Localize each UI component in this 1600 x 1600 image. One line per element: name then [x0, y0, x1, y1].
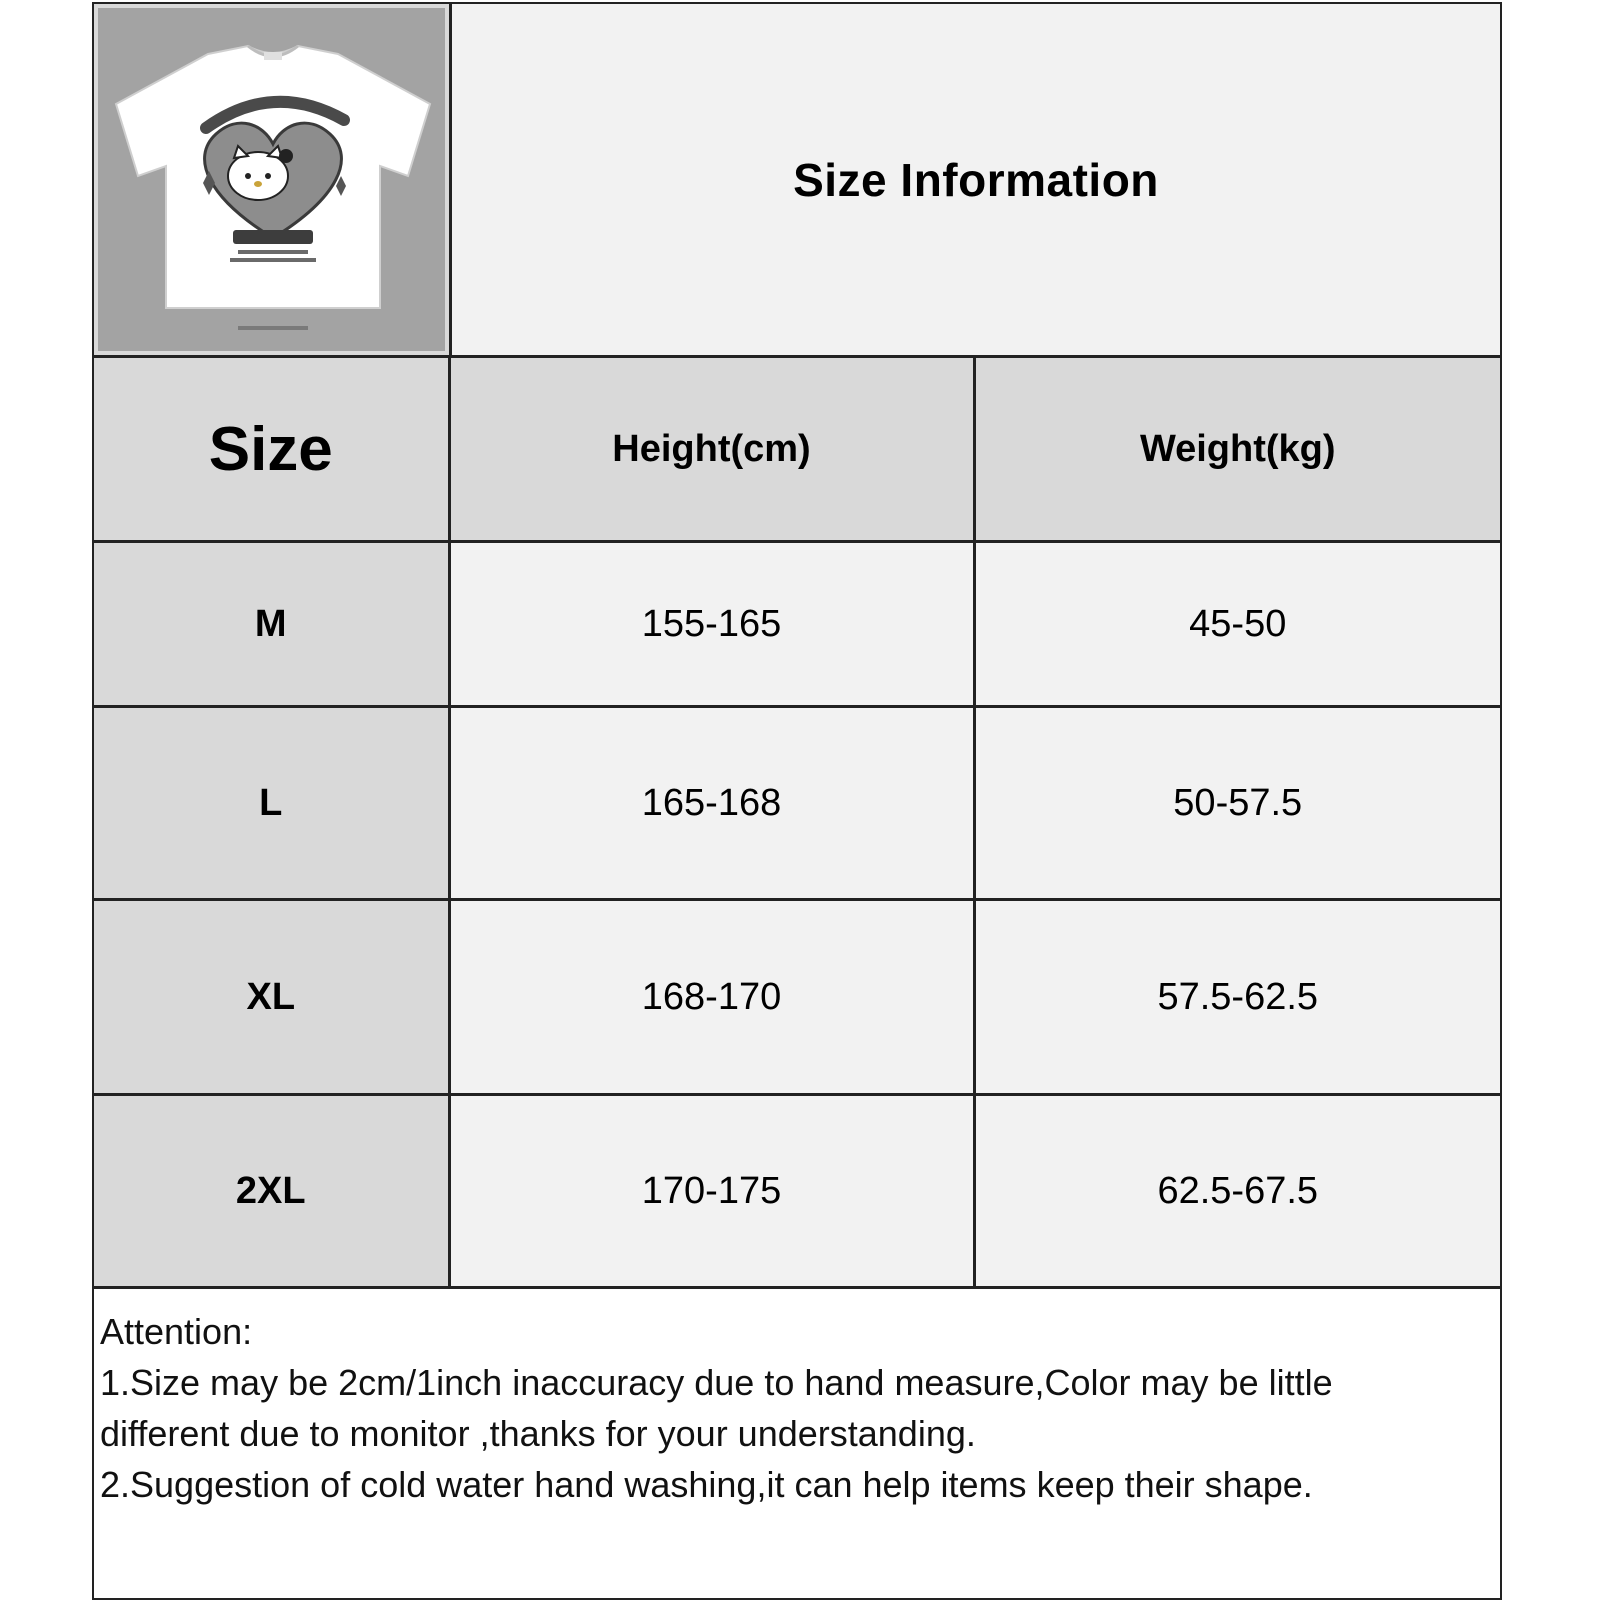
header-row [94, 4, 1500, 358]
column-header-weight: Weight(kg) [974, 358, 1500, 542]
size-cell: M [94, 542, 449, 707]
weight-cell: 50-57.5 [974, 707, 1500, 900]
table-row [94, 1095, 1500, 1288]
attention-line-3: 2.Suggestion of cold water hand washing,it can help items keep their shape. [100, 1464, 1313, 1505]
weight-cell: 57.5-62.5 [974, 900, 1500, 1095]
height-cell: 170-175 [449, 1095, 974, 1288]
attention-notes [100, 1306, 1490, 1510]
table-row [94, 900, 1500, 1095]
product-photo-cell [94, 4, 452, 355]
column-header-size: Size [94, 358, 449, 542]
size-chart [92, 2, 1502, 1600]
title-cell [452, 4, 1500, 355]
table-row [94, 542, 1500, 707]
table-row [94, 707, 1500, 900]
table-header-row [94, 358, 1500, 542]
attention-line-1: 1.Size may be 2cm/1inch inaccuracy due to hand measure,Color may be little [100, 1362, 1333, 1403]
page-title: Size Information [793, 153, 1159, 206]
size-cell: L [94, 707, 449, 900]
weight-cell: 62.5-67.5 [974, 1095, 1500, 1288]
tshirt-icon [98, 8, 445, 351]
column-header-height: Height(cm) [449, 358, 974, 542]
height-cell: 155-165 [449, 542, 974, 707]
size-cell: XL [94, 900, 449, 1095]
product-photo [98, 8, 445, 351]
attention-heading: Attention: [100, 1311, 253, 1352]
height-cell: 165-168 [449, 707, 974, 900]
size-cell: 2XL [94, 1095, 449, 1288]
attention-line-2: different due to monitor ,thanks for your understanding. [100, 1413, 976, 1454]
weight-cell: 45-50 [974, 542, 1500, 707]
size-table [94, 358, 1500, 1289]
height-cell: 168-170 [449, 900, 974, 1095]
